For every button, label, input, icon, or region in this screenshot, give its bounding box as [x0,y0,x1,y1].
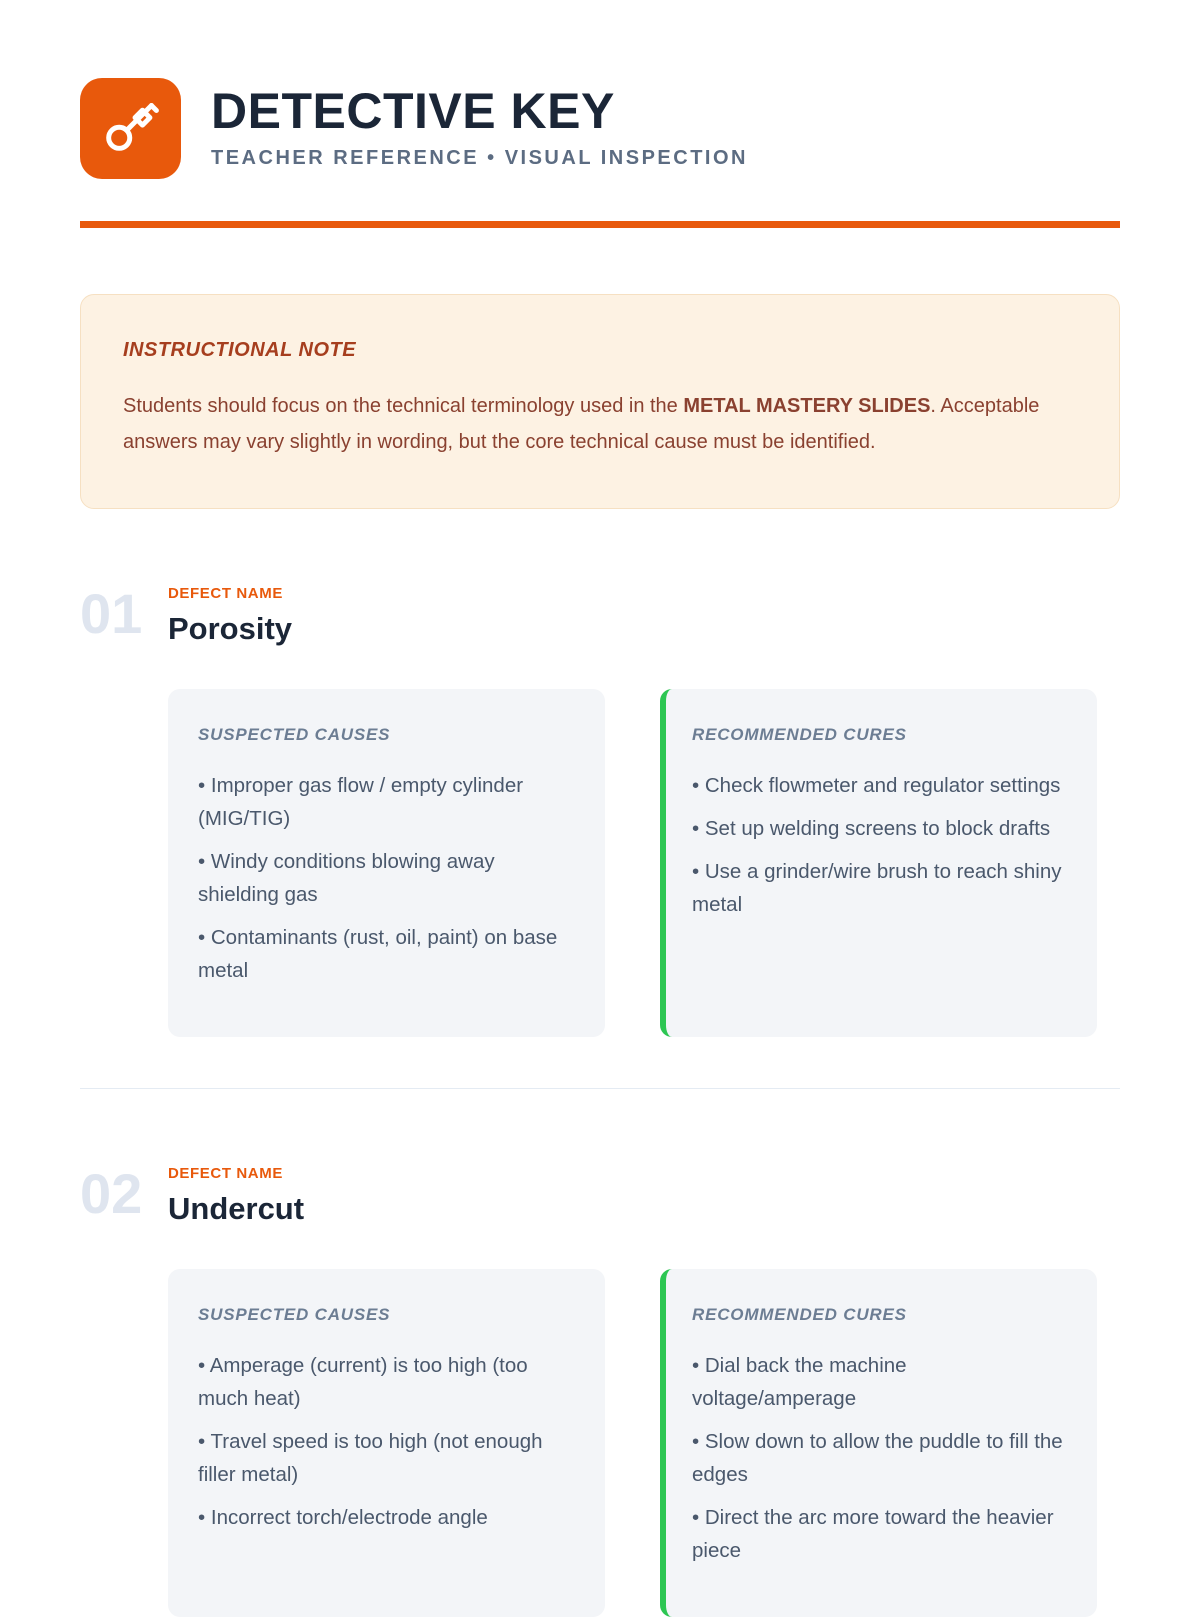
bullet-item: • Improper gas flow / empty cylinder (MIG/TIG) [198,774,524,830]
suspected-causes-panel [168,1269,605,1617]
cures-heading: RECOMMENDED CURES [692,725,907,744]
causes-list [198,1349,575,1534]
defect-name: Porosity [168,611,293,646]
bullet-item: • Check flowmeter and regulator settings [692,774,1061,797]
key-icon [100,95,162,162]
header [80,78,1120,179]
defect-section [80,1162,1120,1617]
instructional-note [80,294,1120,509]
suspected-causes-panel [168,689,605,1037]
bullet-item: • Travel speed is too high (not enough filler metal) [198,1430,543,1486]
causes-list [198,769,575,987]
note-heading: INSTRUCTIONAL NOTE [123,339,357,361]
cures-list [692,1349,1067,1567]
defect-section [80,582,1120,1089]
bullet-item: • Slow down to allow the puddle to fill the edges [692,1430,1063,1486]
logo-badge [80,78,181,179]
recommended-cures-panel [660,689,1097,1037]
section-title-block [168,1165,1120,1227]
section-divider [80,1088,1120,1089]
bullet-item: • Contaminants (rust, oil, paint) on base metal [198,926,558,982]
defect-name: Undercut [168,1191,305,1226]
section-number: 02 [80,1162,143,1225]
bullet-item: • Use a grinder/wire brush to reach shiny metal [692,860,1062,916]
cures-heading: RECOMMENDED CURES [692,1305,907,1324]
causes-heading: SUSPECTED CAUSES [198,725,391,744]
section-head [80,582,1120,647]
section-title-block [168,585,1120,647]
cures-list [692,769,1067,921]
note-body-bold: METAL MASTERY SLIDES [683,395,931,417]
defect-sections [80,582,1120,1617]
title-block [211,78,748,170]
bullet-item: • Amperage (current) is too high (too much heat) [198,1354,528,1410]
bullet-item: • Set up welding screens to block drafts [692,817,1051,840]
recommended-cures-panel [660,1269,1097,1617]
note-body-pre: Students should focus on the technical terminology used in the [123,395,684,417]
bullet-item: • Direct the arc more toward the heavier piece [692,1506,1054,1562]
section-panels [168,1269,1120,1617]
bullet-item: • Dial back the machine voltage/amperage [692,1354,907,1410]
note-body-post: . Acceptable answers may vary slightly in wording, but the core technical cause must be identified. [123,395,1040,453]
page-title: DETECTIVE KEY [211,83,615,139]
defect-name-label: DEFECT NAME [168,1165,283,1182]
section-panels [168,689,1120,1037]
section-head [80,1162,1120,1227]
accent-rule [80,221,1120,228]
page-subtitle: TEACHER REFERENCE • VISUAL INSPECTION [211,147,748,169]
causes-heading: SUSPECTED CAUSES [198,1305,391,1324]
defect-name-label: DEFECT NAME [168,585,283,602]
bullet-item: • Windy conditions blowing away shielding gas [198,850,495,906]
bullet-item: • Incorrect torch/electrode angle [198,1506,488,1529]
note-body [123,388,1063,460]
section-number: 01 [80,582,143,645]
